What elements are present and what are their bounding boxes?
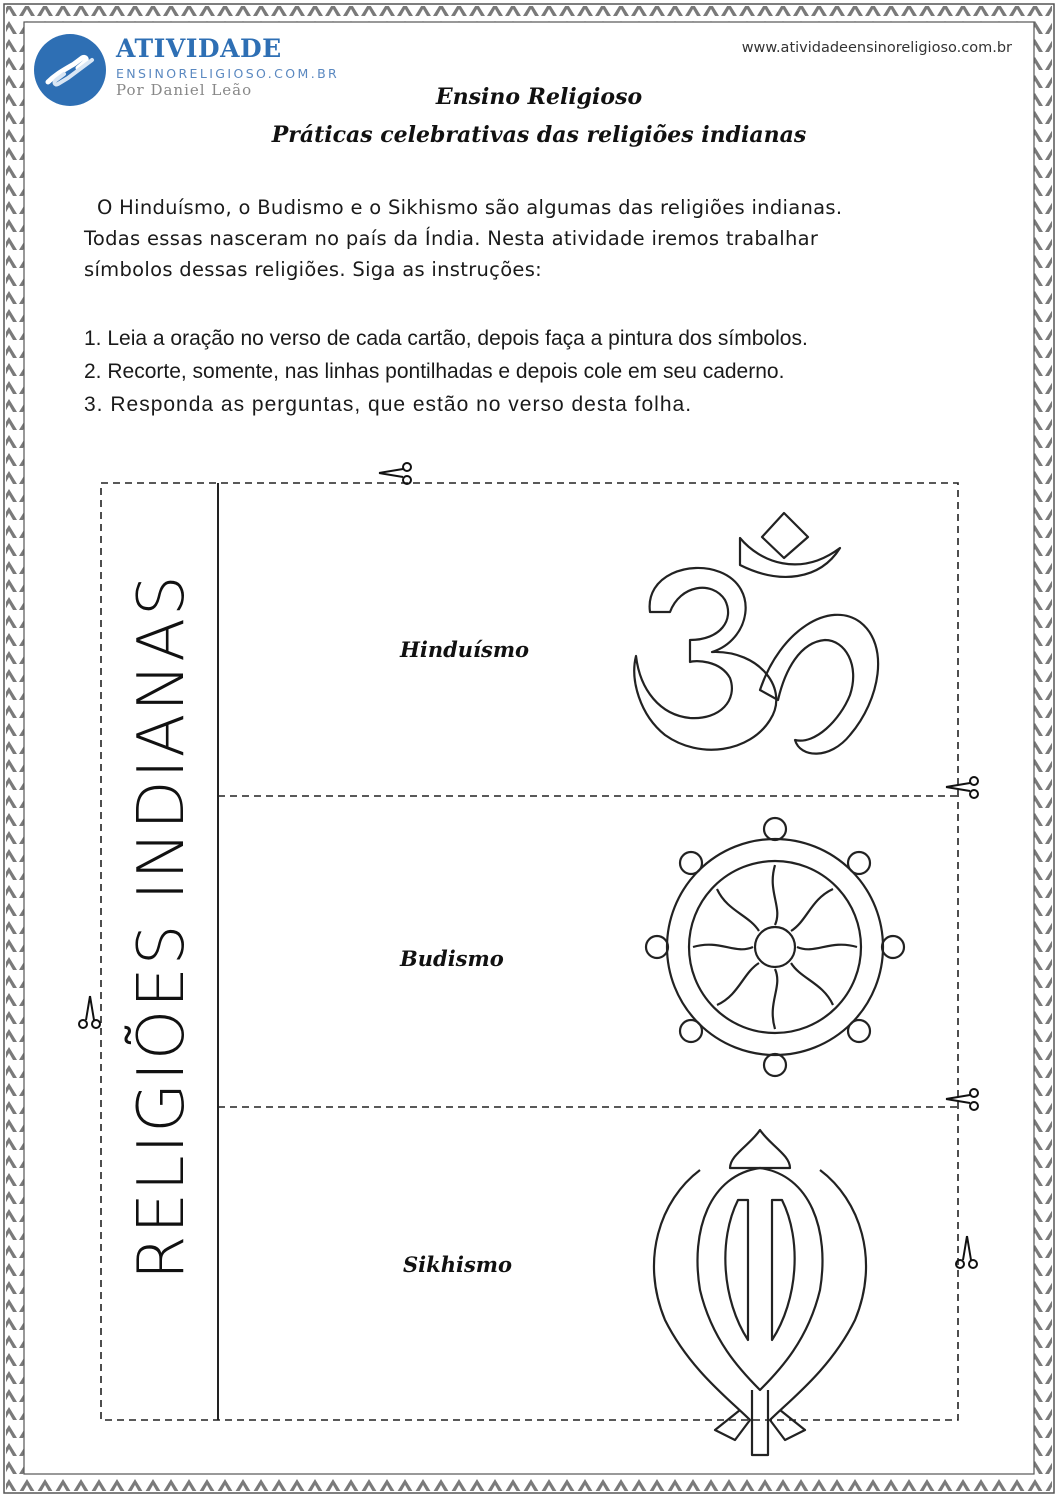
card-label-sikhismo: Sikhismo bbox=[403, 1252, 512, 1277]
intro-line: Todas essas nasceram no país da Índia. Nesta atividade iremos trabalhar bbox=[84, 227, 819, 250]
instruction-item: 2. Recorte, somente, nas linhas pontilhadas e depois cole em seu caderno. bbox=[84, 360, 785, 383]
activity-title: Práticas celebrativas das religiões indianas bbox=[271, 122, 807, 148]
intro-line: O Hinduísmo, o Budismo e o Sikhismo são algumas das religiões indianas. bbox=[84, 196, 843, 219]
cut-line-outer bbox=[101, 483, 958, 1420]
logo-title: ATIVIDADE bbox=[116, 34, 282, 63]
intro-line: símbolos dessas religiões. Siga as instruções: bbox=[84, 258, 543, 281]
subject-title: Ensino Religioso bbox=[435, 84, 643, 110]
instruction-item: 1. Leia a oração no verso de cada cartão, depois faça a pintura dos símbolos. bbox=[84, 327, 808, 350]
website-url[interactable]: www.atividadeensinoreligioso.com.br bbox=[741, 40, 1012, 56]
dharma-wheel-symbol bbox=[646, 818, 904, 1076]
om-symbol bbox=[634, 513, 878, 754]
khanda-symbol bbox=[654, 1130, 866, 1455]
scissors-icon bbox=[379, 463, 411, 484]
logo-author: Por Daniel Leão bbox=[116, 81, 253, 99]
side-title: RELIGIÕES INDIANAS bbox=[125, 573, 199, 1280]
scissors-icon bbox=[946, 777, 978, 798]
scissors-icon bbox=[79, 996, 100, 1028]
logo-subtitle: ENSINORELIGIOSO.COM.BR bbox=[116, 66, 340, 81]
instruction-item: 3. Responda as perguntas, que estão no verso desta folha. bbox=[84, 393, 693, 416]
card-label-hinduismo: Hinduísmo bbox=[400, 637, 530, 662]
scissors-icon bbox=[956, 1236, 977, 1268]
card-label-budismo: Budismo bbox=[400, 946, 504, 971]
